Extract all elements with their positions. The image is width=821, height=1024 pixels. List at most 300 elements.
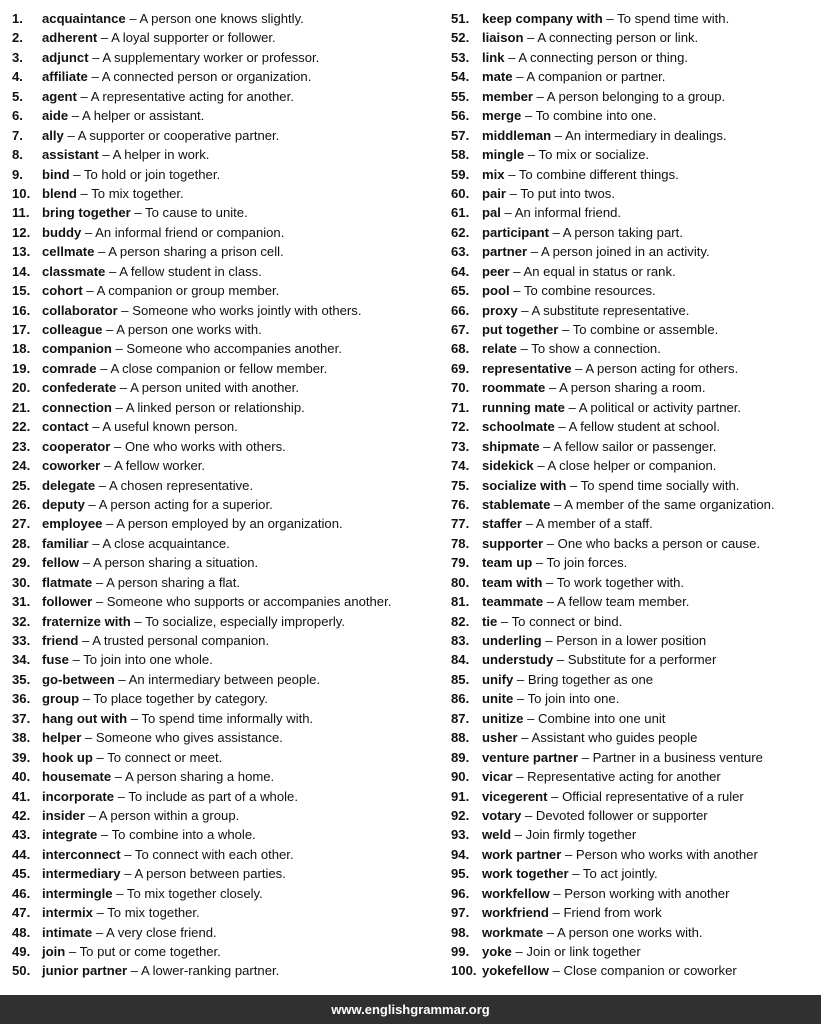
item-definition: A person belonging to a group. [546, 88, 726, 104]
item-term: mingle [482, 147, 525, 163]
item-text [482, 87, 725, 106]
list-item [12, 709, 437, 728]
item-term: stablemate [482, 496, 551, 512]
item-number: 3. [12, 49, 23, 65]
item-separator: – [84, 496, 99, 512]
item-text [42, 281, 279, 300]
item-separator: – [79, 691, 94, 707]
item-definition: A loyal supporter or follower. [111, 30, 276, 46]
item-text [482, 203, 621, 222]
item-definition: To combine or assemble. [572, 322, 719, 337]
item-term: representative [482, 360, 572, 376]
item-text [42, 942, 221, 961]
item-term: fraternize with [42, 613, 131, 629]
item-number: 12. [12, 224, 31, 240]
item-separator: – [105, 263, 120, 279]
item-text [42, 767, 274, 786]
item-separator: – [533, 458, 548, 474]
item-term: proxy [482, 302, 518, 318]
item-text [482, 339, 661, 358]
item-number: 90. [451, 769, 470, 785]
item-text [42, 378, 299, 397]
item-term: partner [482, 244, 528, 260]
item-definition: A companion or group member. [96, 283, 280, 299]
item-separator: – [553, 652, 568, 668]
item-definition: A fellow student in class. [119, 263, 262, 279]
item-separator: – [511, 827, 526, 843]
item-separator: – [82, 283, 97, 299]
item-text [42, 456, 205, 475]
item-definition: A fellow worker. [114, 458, 206, 474]
list-item [12, 942, 437, 961]
item-number: 8. [12, 147, 23, 163]
item-number: 86. [451, 691, 470, 707]
item-definition: Join or link together [526, 944, 641, 959]
item-number: 19. [12, 360, 31, 376]
list-item [12, 165, 437, 184]
item-text [482, 884, 729, 903]
item-term: teammate [482, 594, 544, 610]
item-text [482, 612, 622, 631]
item-term: keep company with [482, 11, 603, 26]
item-definition: A member of the same organization. [564, 496, 775, 512]
item-definition: A person between parties. [134, 866, 286, 882]
item-number: 94. [451, 846, 470, 862]
item-number: 96. [451, 885, 470, 901]
item-number: 48. [12, 924, 31, 940]
item-term: vicegerent [482, 788, 548, 804]
item-separator: – [65, 944, 80, 959]
item-definition: To mix or socialize. [538, 147, 650, 163]
item-definition: Representative acting for another [527, 769, 721, 785]
list-item [451, 903, 817, 922]
list-item [451, 728, 817, 747]
list-item [451, 806, 817, 825]
item-number: 28. [12, 535, 31, 551]
item-term: link [482, 49, 505, 65]
item-text [482, 437, 716, 456]
item-separator: – [88, 535, 103, 551]
item-text [482, 806, 708, 825]
item-number: 92. [451, 807, 470, 823]
item-definition: A lower-ranking partner. [140, 963, 280, 979]
item-separator: – [127, 710, 142, 726]
item-term: intermediary [42, 866, 121, 882]
item-text [482, 417, 720, 436]
list-item [451, 398, 817, 417]
item-number: 35. [12, 671, 31, 687]
item-text [482, 903, 662, 922]
item-separator: – [88, 49, 103, 65]
item-number: 17. [12, 322, 31, 337]
item-separator: – [76, 185, 92, 201]
item-text [482, 845, 758, 864]
list-item [12, 612, 437, 631]
item-definition: A very close friend. [106, 924, 217, 940]
item-number: 91. [451, 788, 470, 804]
list-item [451, 223, 817, 242]
item-definition: A person taking part. [562, 224, 683, 240]
item-text [42, 650, 213, 669]
list-item [451, 534, 817, 553]
list-item [451, 495, 817, 514]
list-item [12, 281, 437, 300]
item-definition: Combine into one unit [538, 710, 666, 726]
list-item [12, 106, 437, 125]
item-text [42, 612, 345, 631]
item-definition: One who works with others. [124, 438, 286, 454]
item-number: 11. [12, 205, 30, 221]
item-text [42, 787, 298, 806]
item-definition: A person acting for a superior. [98, 496, 273, 512]
item-text [42, 48, 319, 67]
item-definition: Person in a lower position [556, 633, 707, 648]
item-text [482, 787, 744, 806]
item-text [482, 631, 706, 650]
item-term: roommate [482, 380, 546, 396]
item-term: pair [482, 185, 507, 201]
item-term: flatmate [42, 574, 93, 590]
item-definition: A trusted personal companion. [92, 633, 270, 648]
item-text [42, 184, 184, 203]
list-item [12, 87, 437, 106]
item-separator: – [92, 574, 107, 590]
item-term: cellmate [42, 244, 95, 260]
item-number: 14. [12, 263, 31, 279]
item-definition: To combine into one. [535, 108, 657, 124]
item-number: 45. [12, 866, 31, 882]
list-item [12, 184, 437, 203]
list-item [12, 864, 437, 883]
item-term: acquaintance [42, 11, 126, 26]
list-item [12, 650, 437, 669]
item-separator: – [92, 749, 108, 765]
list-item [12, 787, 437, 806]
item-definition: A companion or partner. [526, 69, 666, 85]
item-separator: – [566, 477, 581, 493]
item-separator: – [541, 633, 557, 648]
list-item [451, 67, 817, 86]
list-item [451, 417, 817, 436]
item-separator: – [517, 302, 532, 318]
item-number: 70. [451, 380, 470, 396]
list-item [12, 728, 437, 747]
item-definition: To place together by category. [93, 691, 268, 707]
item-term: contact [42, 419, 89, 435]
item-separator: – [578, 749, 593, 765]
item-term: intermix [42, 905, 93, 921]
item-term: socialize with [482, 477, 567, 493]
item-definition: To combine into a whole. [111, 827, 256, 843]
item-separator: – [523, 710, 539, 726]
item-separator: – [95, 477, 109, 493]
list-item [451, 437, 817, 456]
item-number: 1. [12, 11, 23, 26]
item-number: 75. [451, 477, 470, 493]
item-number: 53. [451, 49, 470, 65]
item-text [482, 28, 698, 47]
item-definition: A person sharing a room. [559, 380, 706, 396]
list-item [12, 223, 437, 242]
footer-bar [0, 995, 821, 1024]
list-item [451, 864, 817, 883]
list-item [12, 301, 437, 320]
item-separator: – [497, 613, 512, 629]
item-term: unite [482, 691, 514, 707]
item-separator: – [114, 671, 129, 687]
item-text [42, 301, 361, 320]
item-definition: A supporter or cooperative partner. [77, 127, 280, 143]
item-number: 30. [12, 574, 31, 590]
item-term: supporter [482, 535, 544, 551]
item-text [42, 339, 342, 358]
list-item [12, 145, 437, 164]
item-separator: – [127, 963, 141, 979]
list-item [12, 767, 437, 786]
item-term: interconnect [42, 846, 121, 862]
item-text [482, 825, 636, 844]
item-number: 66. [451, 302, 470, 318]
list-item [12, 48, 437, 67]
item-text [482, 359, 738, 378]
item-term: running mate [482, 399, 565, 415]
item-separator: – [548, 963, 564, 979]
item-separator: – [547, 788, 563, 804]
item-number: 65. [451, 283, 470, 299]
item-separator: – [130, 205, 146, 221]
item-number: 54. [451, 69, 470, 85]
item-text [482, 476, 739, 495]
item-separator: – [111, 341, 127, 357]
item-definition: A helper in work. [112, 147, 210, 163]
item-text [482, 281, 656, 300]
item-text [482, 670, 653, 689]
footer-website-text: www.englishgrammar.org [331, 1002, 490, 1017]
list-item [451, 281, 817, 300]
item-definition: Close companion or coworker [563, 963, 737, 979]
item-text [42, 806, 239, 825]
list-item [12, 806, 437, 825]
item-definition: Someone who accompanies another. [126, 341, 342, 357]
list-item [451, 787, 817, 806]
item-number: 21. [12, 399, 31, 415]
item-definition: A person one works with. [116, 322, 262, 337]
item-definition: To mix together. [107, 905, 200, 921]
item-separator: – [506, 185, 521, 201]
item-definition: To connect with each other. [134, 846, 294, 862]
item-separator: – [69, 166, 84, 182]
item-separator: – [130, 613, 146, 629]
item-definition: Person working with another [564, 885, 730, 901]
item-separator: – [512, 69, 527, 85]
item-separator: – [532, 88, 547, 104]
item-separator: – [523, 30, 538, 46]
item-definition: To show a connection. [531, 341, 661, 357]
item-text [482, 145, 649, 164]
item-number: 95. [451, 866, 470, 882]
item-text [42, 553, 258, 572]
item-number: 99. [451, 944, 470, 959]
item-number: 2. [12, 30, 23, 46]
list-item [451, 106, 817, 125]
item-text [482, 378, 705, 397]
item-definition: A linked person or relationship. [125, 399, 305, 415]
item-text [42, 825, 256, 844]
item-text [482, 456, 716, 475]
list-item [451, 301, 817, 320]
item-definition: To spend time socially with. [580, 477, 740, 493]
item-term: employee [42, 516, 103, 532]
item-separator: – [551, 127, 565, 143]
item-separator: – [68, 108, 83, 124]
item-text [42, 359, 327, 378]
item-definition: An equal in status or rank. [523, 263, 676, 279]
list-item [451, 9, 817, 28]
item-number: 29. [12, 555, 31, 571]
item-definition: A chosen representative. [108, 477, 254, 493]
list-item [12, 748, 437, 767]
item-separator: – [102, 516, 117, 532]
item-term: ally [42, 127, 64, 143]
word-list-column-right [451, 9, 817, 981]
item-term: middleman [482, 127, 552, 143]
list-item [12, 592, 437, 611]
list-item [12, 203, 437, 222]
item-text [42, 203, 248, 222]
item-separator: – [511, 944, 527, 959]
item-text [42, 320, 262, 339]
item-text [482, 184, 615, 203]
list-item [12, 825, 437, 844]
item-separator: – [116, 380, 131, 396]
list-item [451, 126, 817, 145]
item-number: 13. [12, 244, 31, 260]
item-number: 25. [12, 477, 31, 493]
item-separator: – [548, 224, 563, 240]
item-number: 57. [451, 127, 470, 143]
item-text [42, 573, 240, 592]
item-number: 78. [451, 535, 470, 551]
item-number: 36. [12, 691, 31, 707]
list-item [12, 126, 437, 145]
item-definition: To join into one whole. [83, 652, 213, 668]
item-term: member [482, 88, 533, 104]
item-separator: – [98, 147, 113, 163]
item-text [482, 650, 716, 669]
list-item [451, 573, 817, 592]
item-text [482, 9, 729, 28]
item-definition: A supplementary worker or professor. [102, 49, 320, 65]
item-text [482, 48, 688, 67]
item-definition: An intermediary between people. [128, 671, 321, 687]
item-number: 9. [12, 166, 23, 182]
item-separator: – [548, 905, 564, 921]
item-term: understudy [482, 652, 554, 668]
item-term: connection [42, 399, 112, 415]
item-term: aide [42, 108, 69, 124]
item-number: 52. [451, 30, 470, 46]
list-item [12, 9, 437, 28]
item-text [482, 534, 760, 553]
item-term: workfriend [482, 905, 549, 921]
item-number: 71. [451, 399, 470, 415]
list-item [12, 67, 437, 86]
item-number: 63. [451, 244, 470, 260]
item-definition: Assistant who guides people [531, 730, 698, 746]
item-term: staffer [482, 516, 523, 532]
item-number: 38. [12, 730, 31, 746]
item-number: 77. [451, 516, 470, 532]
item-number: 7. [12, 127, 23, 143]
list-item [12, 28, 437, 47]
item-text [42, 903, 200, 922]
item-definition: A person within a group. [98, 807, 240, 823]
item-text [42, 495, 273, 514]
item-text [482, 709, 665, 728]
item-number: 97. [451, 905, 470, 921]
item-definition: To put into twos. [520, 185, 615, 201]
item-text [42, 631, 269, 650]
item-number: 6. [12, 108, 23, 124]
item-text [42, 417, 238, 436]
item-term: pal [482, 205, 501, 221]
item-text [42, 514, 343, 533]
list-item [451, 456, 817, 475]
item-text [482, 106, 656, 125]
item-term: incorporate [42, 788, 115, 804]
item-term: delegate [42, 477, 96, 493]
item-separator: – [532, 555, 547, 571]
item-separator: – [527, 244, 541, 260]
item-number: 73. [451, 438, 470, 454]
item-text [42, 437, 286, 456]
list-item [12, 339, 437, 358]
item-term: unitize [482, 710, 524, 726]
item-number: 100. [451, 963, 477, 979]
item-separator: – [81, 730, 96, 746]
list-item [451, 825, 817, 844]
item-number: 39. [12, 749, 31, 765]
item-definition: Bring together as one [527, 671, 654, 687]
item-definition: A representative acting for another. [90, 88, 294, 104]
item-definition: Devoted follower or supporter [535, 807, 708, 823]
item-term: familiar [42, 535, 89, 551]
item-definition: A person sharing a flat. [106, 574, 240, 590]
list-item [451, 203, 817, 222]
list-item [12, 573, 437, 592]
item-definition: Someone who gives assistance. [95, 730, 283, 746]
item-term: workmate [482, 924, 544, 940]
item-definition: A person one works with. [556, 924, 703, 940]
item-number: 56. [451, 108, 470, 124]
item-number: 22. [12, 419, 31, 435]
item-number: 69. [451, 360, 470, 376]
item-number: 76. [451, 496, 470, 512]
item-separator: – [78, 633, 93, 648]
item-text [482, 942, 641, 961]
word-list [0, 9, 821, 989]
item-term: weld [482, 827, 512, 843]
item-definition: A connecting person or thing. [518, 49, 689, 65]
item-number: 5. [12, 88, 23, 104]
item-term: peer [482, 263, 510, 279]
item-separator: – [513, 691, 528, 707]
item-text [482, 165, 679, 184]
item-term: group [42, 691, 80, 707]
item-text [42, 961, 279, 980]
list-item [12, 670, 437, 689]
item-term: put together [482, 322, 559, 337]
